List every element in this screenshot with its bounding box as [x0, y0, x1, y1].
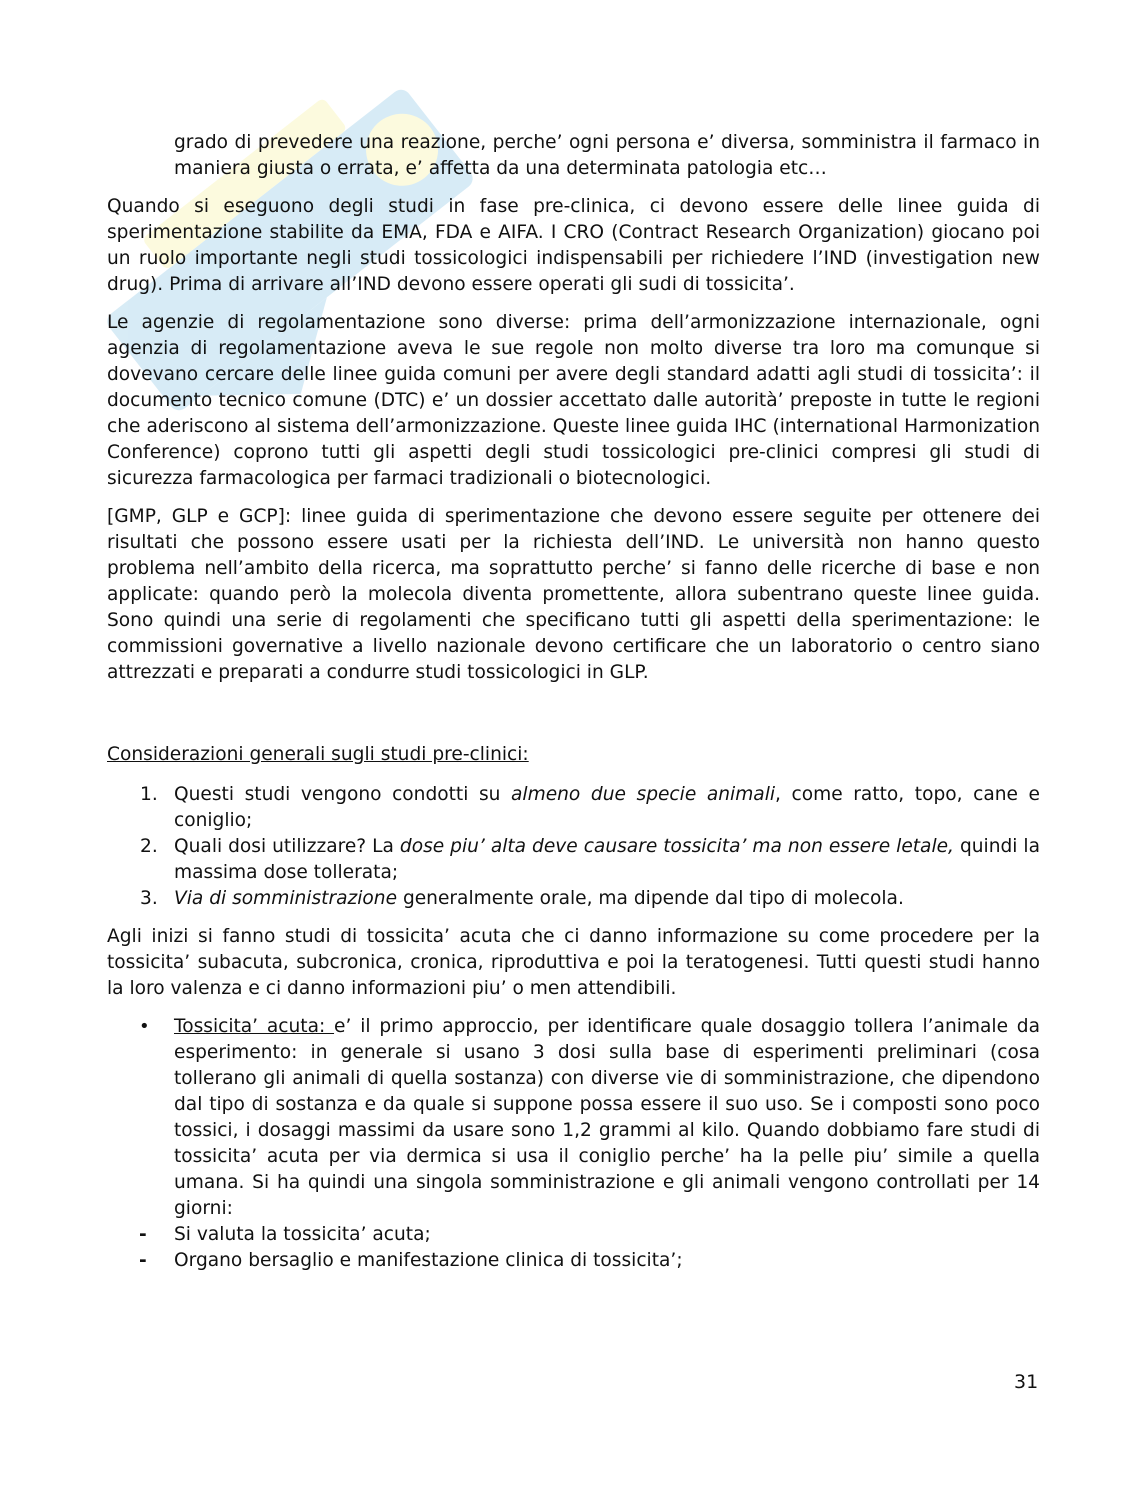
section-heading: Considerazioni generali sugli studi pre-clinici:	[107, 744, 529, 765]
list-text: generalmente orale, ma dipende dal tipo di molecola.	[397, 888, 904, 909]
paragraph-toxicity-studies: Agli inizi si fanno studi di tossicita’ acuta che ci danno informazione su come procedere per la tossicita’ subacuta, subcronica, cronica, riproduttiva e poi la teratogenesi. Tutti questi studi hanno la loro valenza e ci danno informazioni piu’ o men attendibili.	[107, 926, 1040, 999]
dash-icon: -	[139, 1250, 147, 1271]
document-page	[107, 130, 1040, 1274]
dash-icon: -	[139, 1224, 147, 1245]
paragraph-regulatory-agencies: Le agenzie di regolamentazione sono diverse: prima dell’armonizzazione internazionale, ogni agenzia di regolamentazione aveva le sue regole non molto diverse tra loro ma comunque si dovevano cercare delle linee guida comuni per avere degli standard adatti agli studi di tossicita’: il documento tecnico comune (DTC) e’ un dossier accettato dalle autorità’ preposte in tutte le regioni che aderiscono al sistema dell’armonizzazione. Queste linee guida IHC (international Harmonization Conference) coprono tutti gli aspetti degli studi tossicologici pre-clinici compresi gli studi di sicurezza farmacologica per farmaci tradizionali o biotecnologici.	[107, 312, 1040, 489]
bullet-icon: •	[139, 1016, 150, 1037]
dash-text: Organo bersaglio e manifestazione clinica di tossicita’;	[174, 1250, 683, 1271]
list-number: 1.	[140, 784, 158, 805]
list-text: Quali dosi utilizzare? La	[174, 836, 400, 857]
list-text: Questi studi vengono condotti su	[174, 784, 512, 805]
list-number: 3.	[140, 888, 158, 909]
list-number: 2.	[140, 836, 158, 857]
paragraph-gmp-glp-gcp: [GMP, GLP e GCP]: linee guida di sperimentazione che devono essere seguite per ottenere dei risultati che possono essere usati per la richiesta dell’IND. Le università non hanno questo problema nell’ambito della ricerca, ma soprattutto perche’ si fanno delle ricerche di base e non applicate: quando però la molecola diventa promettente, allora subentrano queste linee guida. Sono quindi una serie di regolamenti che specificano tutti gli aspetti della sperimentazione: le commissioni governative a livello nazionale devono certificare che un laboratorio o centro siano attrezzati e preparati a condurre studi tossicologici in GLP.	[107, 506, 1040, 683]
dash-item	[107, 1222, 1040, 1248]
list-text: , come ratto, topo, cane e coniglio;	[174, 784, 1040, 831]
bullet-acute-toxicity	[107, 1014, 1040, 1222]
dash-text: Si valuta la tossicita’ acuta;	[174, 1224, 431, 1245]
bullet-title: Tossicita’ acuta:	[174, 1016, 335, 1037]
list-item	[107, 886, 1040, 912]
list-emphasis: dose piu’ alta deve causare tossicita’ ma non essere letale,	[399, 836, 954, 857]
list-emphasis: almeno due specie animali	[511, 784, 776, 805]
intro-continuation: grado di prevedere una reazione, perche’ ogni persona e’ diversa, somministra il farmaco in maniera giusta o errata, e’ affetta da una determinata patologia etc…	[174, 132, 1040, 179]
numbered-list	[107, 782, 1040, 912]
bullet-text: e’ il primo approccio, per identificare quale dosaggio tollera l’animale da esperimento: in generale si usano 3 dosi sulla base di esperimenti preliminari (cosa tollerano gli animali di quella sostanza) con diverse vie di somministrazione, che dipendono dal tipo di sostanza e da quale si suppone possa essere il suo uso. Se i composti sono poco tossici, i dosaggi massimi da usare sono 1,2 grammi al kilo. Quando dobbiamo fare studi di tossicita’ acuta per via dermica si usa il coniglio perche’ ha la pelle piu’ simile a quella umana. Si ha quindi una singola somministrazione e gli animali vengono controllati per 14 giorni:	[174, 1016, 1040, 1219]
list-item	[107, 834, 1040, 886]
list-item	[107, 782, 1040, 834]
list-emphasis: Via di somministrazione	[174, 888, 398, 909]
dash-item	[107, 1248, 1040, 1274]
paragraph-preclinical-guidelines: Quando si eseguono degli studi in fase pre-clinica, ci devono essere delle linee guida di sperimentazione stabilite da EMA, FDA e AIFA. I CRO (Contract Research Organization) giocano poi un ruolo importante negli studi tossicologici indispensabili per richiedere l’IND (investigation new drug). Prima di arrivare all’IND devono essere operati gli sudi di tossicita’.	[107, 196, 1040, 295]
page-number: 31	[1014, 1371, 1039, 1393]
list-text: quindi la massima dose tollerata;	[174, 836, 1040, 883]
